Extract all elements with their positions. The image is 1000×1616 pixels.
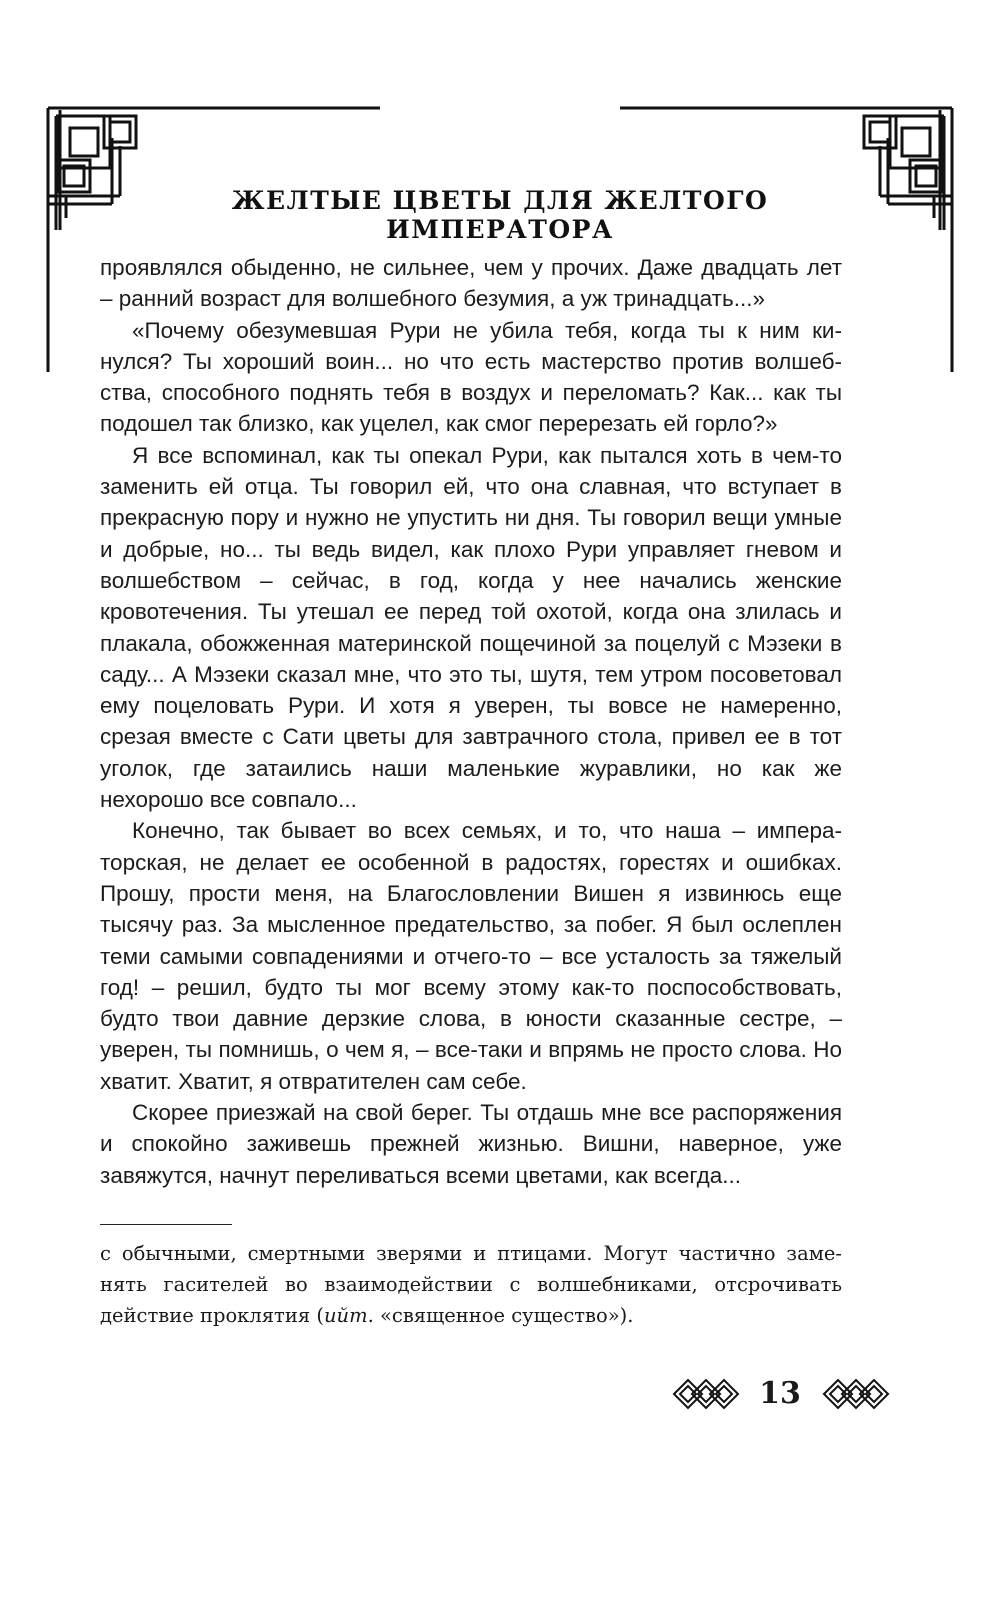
body-text [100,252,842,1191]
folio-ornament-left-icon [672,1376,742,1412]
footnote-text-before: с обычными, смертными зверями и птицами. Могут частично заменять гасителей во взаимодействии с волшебниками, отсрочивать действие проклятия ( [100,1242,842,1327]
page-number: 13 [759,1376,801,1411]
paragraph: «Почему обезумевшая Рури не убила тебя, когда ты к ним кинулся? Ты хороший воин... но что есть мастерство против волшебства, способного поднять тебя в воздух и переломать? Как... как ты подошел так близко, как уцелел, как смог перерезать ей горло?» [100,317,842,437]
top-border-right-icon [620,0,1000,120]
folio-ornament-right-icon [822,1376,892,1412]
paragraph: Конечно, так бывает во всех семьях, и то, что наша – императорская, не делает ее особенной в радостях, горестях и ошибках. Прошу, прости меня, на Благословлении Вишен я извинюсь еще тысячу раз. За мысленное предательство, за побег. Я был ослеплен теми самыми совпадениями и отчего-то – все усталость за тяжелый год! – решил, будто ты мог всему этому как-то поспособствовать, будто твои давние дерзкие слова, в юности сказанные сестре, – уверен, ты помнишь, о чем я, – все-таки и впрямь не просто слова. Но хватит. Хватит, я отвратителен сам себе. [100,818,842,1094]
footnote-abbreviation: ийт. [323,1304,374,1327]
footnote-separator [100,1224,232,1225]
paragraph: проявлялся обыденно, не сильнее, чем у прочих. Даже двадцать лет – ранний возраст для волшебного безумия, а уж тринадцать...» [100,255,842,312]
running-head: ЖЕЛТЫЕ ЦВЕТЫ ДЛЯ ЖЕЛТОГО ИМПЕРАТОРА [231,186,769,244]
paragraph: Я все вспоминал, как ты опекал Рури, как пытался хоть в чем-то заменить ей отца. Ты говорил ей, что она славная, что вступает в прекрасную пору и нужно не упустить ни дня. Ты говорил вещи умные и добрые, но... ты ведь видел, как плохо Рури управляет гневом и волшебством – сейчас, в год, когда у нее начались женские кровотечения. Ты утешал ее перед той охотой, когда она злилась и плакала, обожженная материнской пощечиной за поцелуй с Мэзеки в саду... А Мэзеки сказал мне, что это ты, шутя, тем утром посоветовал ему поцеловать Рури. И хотя я уверен, ты вовсе не намеренно, срезая вместе с Сати цветы для завтрачного стола, привел ее в тот уголок, где затаились наши маленькие журавлики, но как же нехорошо все совпало... [100,442,842,813]
footnote [100,1238,842,1331]
paragraph: Скорее приезжай на свой берег. Ты отдашь мне все распоряжения и спокойно заживешь прежней жизнью. Вишни, наверное, уже завяжутся, начнут переливаться всеми цветами, как всегда... [100,1100,842,1188]
top-border-left-icon [0,0,400,120]
footnote-text-after: «священное существо»). [373,1304,634,1327]
